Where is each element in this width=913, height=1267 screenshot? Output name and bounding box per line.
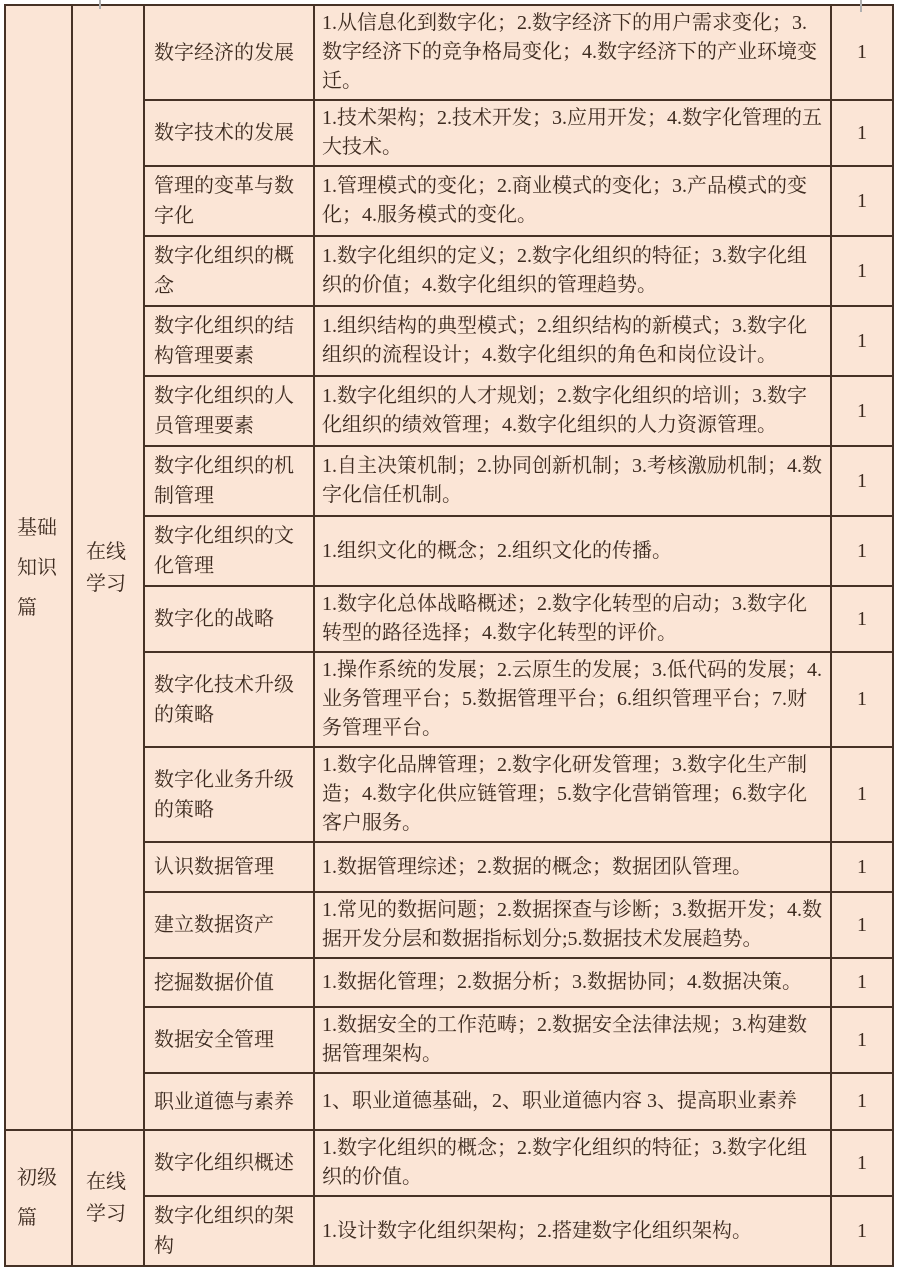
topic-cell: 挖掘数据价值 (144, 958, 314, 1007)
content-cell: 1.数字化组织的概念；2.数字化组织的特征；3.数字化组织的价值。 (314, 1130, 831, 1196)
hours-cell: 1 (831, 958, 893, 1007)
hours-cell: 1 (831, 892, 893, 958)
hours-cell: 1 (831, 586, 893, 652)
topic-cell: 建立数据资产 (144, 892, 314, 958)
content-cell: 1.数据安全的工作范畴；2.数据安全法律法规；3.构建数据管理架构。 (314, 1007, 831, 1073)
category-cell: 初级篇 (5, 1130, 72, 1266)
hours-cell: 1 (831, 376, 893, 446)
content-cell: 1.常见的数据问题；2.数据探查与诊断；3.数据开发；4.数据开发分层和数据指标划分;5.数据技术发展趋势。 (314, 892, 831, 958)
hours-cell: 1 (831, 1196, 893, 1266)
topic-cell: 数字经济的发展 (144, 5, 314, 100)
topic-cell: 认识数据管理 (144, 842, 314, 892)
screen-artifact-tick (860, 0, 862, 12)
content-cell: 1.组织结构的典型模式；2.组织结构的新模式；3.数字化组织的流程设计；4.数字化组织的角色和岗位设计。 (314, 306, 831, 376)
topic-cell: 数字化组织的文化管理 (144, 516, 314, 586)
hours-cell: 1 (831, 747, 893, 842)
content-cell: 1.数字化组织的人才规划；2.数字化组织的培训；3.数字化组织的绩效管理；4.数字化组织的人力资源管理。 (314, 376, 831, 446)
table-row (5, 5, 893, 100)
topic-cell: 数字技术的发展 (144, 100, 314, 166)
screen-artifact-tick (99, 0, 101, 9)
topic-cell: 数字化技术升级的策略 (144, 652, 314, 747)
hours-cell: 1 (831, 5, 893, 100)
curriculum-table (4, 4, 894, 1267)
topic-cell: 数字化组织的概念 (144, 236, 314, 306)
hours-cell: 1 (831, 652, 893, 747)
hours-cell: 1 (831, 100, 893, 166)
hours-cell: 1 (831, 446, 893, 516)
hours-cell: 1 (831, 842, 893, 892)
category-cell: 基础知识篇 (5, 5, 72, 1130)
content-cell: 1.自主决策机制；2.协同创新机制；3.考核激励机制；4.数字化信任机制。 (314, 446, 831, 516)
content-cell: 1.数字化总体战略概述；2.数字化转型的启动；3.数字化转型的路径选择；4.数字化转型的评价。 (314, 586, 831, 652)
topic-cell: 数字化组织的架构 (144, 1196, 314, 1266)
content-cell: 1.数字化品牌管理；2.数字化研发管理；3.数字化生产制造；4.数字化供应链管理；5.数字化营销管理；6.数字化客户服务。 (314, 747, 831, 842)
content-cell: 1、职业道德基础，2、职业道德内容 3、提高职业素养 (314, 1073, 831, 1130)
mode-cell: 在线学习 (72, 5, 144, 1130)
content-cell: 1.操作系统的发展；2.云原生的发展；3.低代码的发展；4.业务管理平台；5.数据管理平台；6.组织管理平台；7.财务管理平台。 (314, 652, 831, 747)
topic-cell: 管理的变革与数字化 (144, 166, 314, 236)
topic-cell: 数字化业务升级的策略 (144, 747, 314, 842)
content-cell: 1.数字化组织的定义；2.数字化组织的特征；3.数字化组织的价值；4.数字化组织的管理趋势。 (314, 236, 831, 306)
content-cell: 1.数据化管理；2.数据分析；3.数据协同；4.数据决策。 (314, 958, 831, 1007)
table-row (5, 1130, 893, 1196)
content-cell: 1.管理模式的变化；2.商业模式的变化；3.产品模式的变化；4.服务模式的变化。 (314, 166, 831, 236)
content-cell: 1.从信息化到数字化；2.数字经济下的用户需求变化；3.数字经济下的竞争格局变化；4.数字经济下的产业环境变迁。 (314, 5, 831, 100)
topic-cell: 数字化的战略 (144, 586, 314, 652)
topic-cell: 数据安全管理 (144, 1007, 314, 1073)
content-cell: 1.数据管理综述；2.数据的概念；数据团队管理。 (314, 842, 831, 892)
hours-cell: 1 (831, 1073, 893, 1130)
hours-cell: 1 (831, 306, 893, 376)
topic-cell: 数字化组织的人员管理要素 (144, 376, 314, 446)
hours-cell: 1 (831, 516, 893, 586)
hours-cell: 1 (831, 1007, 893, 1073)
content-cell: 1.设计数字化组织架构；2.搭建数字化组织架构。 (314, 1196, 831, 1266)
topic-cell: 数字化组织的机制管理 (144, 446, 314, 516)
content-cell: 1.组织文化的概念；2.组织文化的传播。 (314, 516, 831, 586)
hours-cell: 1 (831, 166, 893, 236)
hours-cell: 1 (831, 236, 893, 306)
hours-cell: 1 (831, 1130, 893, 1196)
topic-cell: 职业道德与素养 (144, 1073, 314, 1130)
mode-cell: 在线学习 (72, 1130, 144, 1266)
content-cell: 1.技术架构；2.技术开发；3.应用开发；4.数字化管理的五大技术。 (314, 100, 831, 166)
topic-cell: 数字化组织的结构管理要素 (144, 306, 314, 376)
topic-cell: 数字化组织概述 (144, 1130, 314, 1196)
